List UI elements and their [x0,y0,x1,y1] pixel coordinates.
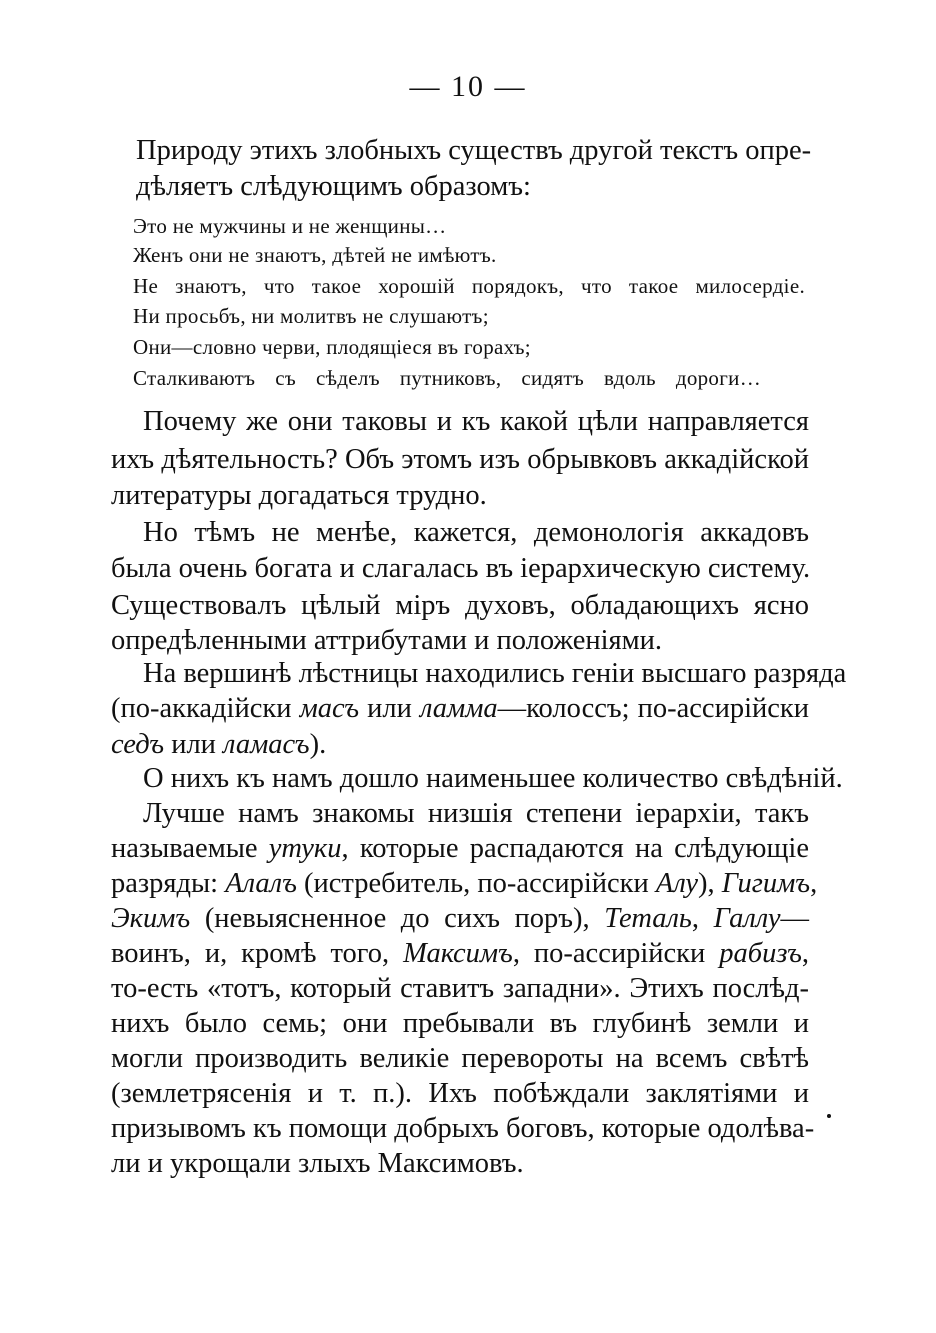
para5-line-2: называемые утуки, которые распадаются на слѣдующіе [111,833,809,864]
para2-line-1: Но тѣмъ не менѣе, кажется, демонологія аккадовъ [143,517,809,548]
para5-line-6: то-есть «тотъ, который ставитъ западни». Этихъ послѣд- [111,973,809,1004]
intro-line-1: Природу этихъ злобныхъ существъ другой текстъ опре- [136,135,812,166]
para1-line-1: Почему же они таковы и къ какой цѣли направляется [143,406,809,437]
verse-line-3: Не знаютъ, что такое хорошій порядокъ, что такое милосердіе. [133,274,805,298]
verse-line-6: Сталкиваютъ съ сѣделъ путниковъ, сидятъ вдоль дороги… [133,366,761,390]
para5-line-10: призывомъ къ помощи добрыхъ боговъ, которые одолѣва- [111,1113,815,1144]
para5-line-5: воинъ, и, кромѣ того, Максимъ, по-ассирійски рабизъ, [111,938,809,969]
para5-line-8: могли производить великіе перевороты на всемъ свѣтѣ [111,1043,809,1074]
para3-line-2: (по-аккадійски масъ или ламма—колоссъ; по-ассирійски [111,693,809,724]
verse-line-5: Они—словно черви, плодящіеся въ горахъ; [133,335,531,359]
para5-line-7: нихъ было семь; они пребывали въ глубинѣ земли и [111,1008,809,1039]
para2-line-2: была очень богата и слагалась въ іерархическую систему. [111,553,811,584]
para1-line-3: литературы догадаться трудно. [111,480,487,511]
para5-line-1: Лучше намъ знакомы низшія степени іерархіи, такъ [143,798,809,829]
verse-line-4: Ни просьбъ, ни молитвъ не слушаютъ; [133,304,489,328]
para2-line-4: опредѣленными аттрибутами и положеніями. [111,625,663,656]
para3-line-3: седъ или ламасъ). [111,729,327,760]
para5-line-4: Экимъ (невыясненное до сихъ поръ), Теталь, Галлу— [111,903,809,934]
para3-line-1: На вершинѣ лѣстницы находились геніи высшаго разряда [143,658,847,689]
para5-line-3: разряды: Алалъ (истребитель, по-ассирійски Алу), Гигимъ, [111,868,818,899]
ink-speck [827,1114,831,1118]
para1-line-2: ихъ дѣятельность? Объ этомъ изъ обрывковъ аккадійской [111,444,809,475]
para4-line-1: О нихъ къ намъ дошло наименьшее количество свѣдѣній. [143,763,843,794]
para5-line-11: ли и укрощали злыхъ Максимовъ. [111,1148,524,1179]
para5-line-9: (землетрясенія и т. п.). Ихъ побѣждали заклятіями и [111,1078,809,1109]
verse-line-2: Женъ они не знаютъ, дѣтей не имѣютъ. [133,243,497,267]
verse-line-1: Это не мужчины и не женщины… [133,214,447,238]
intro-line-2: дѣляетъ слѣдующимъ образомъ: [136,171,531,202]
page-number: — 10 — [409,70,527,103]
para2-line-3: Существовалъ цѣлый міръ духовъ, обладающихъ ясно [111,590,809,621]
